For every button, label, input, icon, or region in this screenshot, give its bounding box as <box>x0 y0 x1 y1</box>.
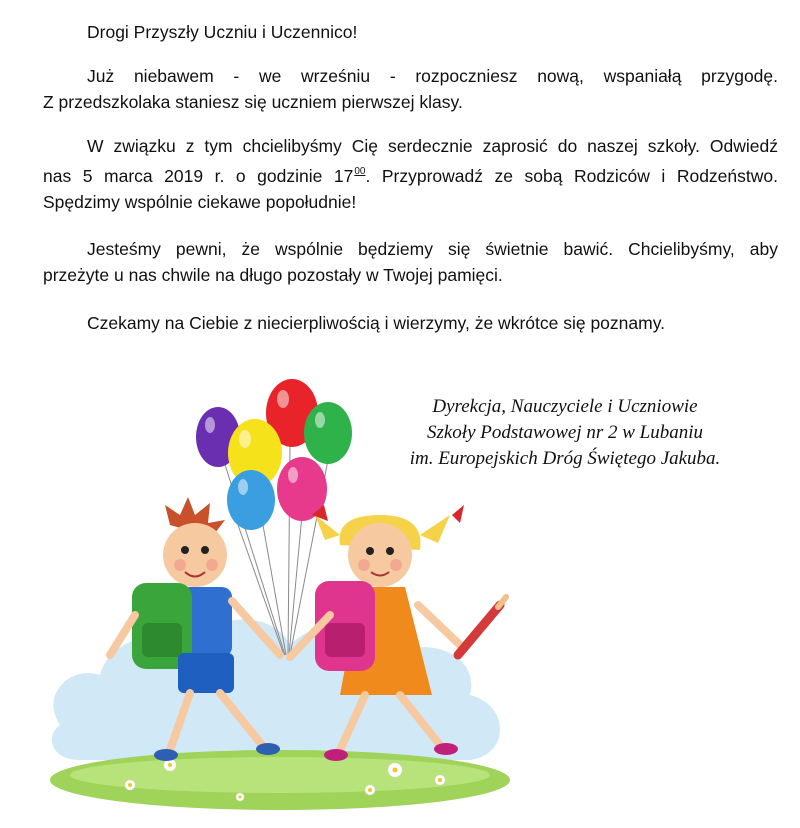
greeting <box>43 19 778 45</box>
p3-line-1: Jesteśmy pewni, że wspólnie będziemy się świetnie bawić. Chcielibyśmy, aby <box>87 239 778 259</box>
children-with-balloons-illustration <box>40 365 540 825</box>
paragraph-3 <box>43 236 778 288</box>
p2-line-2-after: . Przyprowadź ze sobą Rodziców i Rodzeństwo. <box>365 166 778 186</box>
signature-line-1: Dyrekcja, Nauczyciele i Uczniowie <box>432 396 698 417</box>
greeting-text: Drogi Przyszły Uczniu i Uczennico! <box>87 22 358 42</box>
p2-line-2-before: nas 5 marca 2019 r. o godzinie 17 <box>43 166 354 186</box>
signature-line-2: Szkoły Podstawowej nr 2 w Lubaniu <box>426 422 704 443</box>
paragraph-2 <box>43 133 778 215</box>
paragraph-1 <box>43 63 778 115</box>
p4-line-1: Czekamy na Ciebie z niecierpliwością i wierzymy, że wkrótce się poznamy. <box>87 313 666 333</box>
p2-line-3: Spędzimy wspólnie ciekawe popołudnie! <box>43 192 357 212</box>
signature-line-3: im. Europejskich Dróg Świętego Jakuba. <box>409 448 721 469</box>
balloons <box>196 379 352 530</box>
p1-line-2: Z przedszkolaka staniesz się uczniem pierwszej klasy. <box>43 92 463 112</box>
p1-line-1: Już niebawem - we wrześniu - rozpoczniesz nową, wspaniałą przygodę. <box>87 66 778 86</box>
grass-ground <box>50 750 510 810</box>
p2-line-1: W związku z tym chcielibyśmy Cię serdecznie zaprosić do naszej szkoły. Odwiedź <box>87 136 778 156</box>
paragraph-4 <box>43 310 778 336</box>
time-minutes-superscript: 00 <box>354 166 366 177</box>
p3-line-2: przeżyte u nas chwile na długo pozostały w Twojej pamięci. <box>43 265 503 285</box>
p2-line-2 <box>43 159 778 189</box>
